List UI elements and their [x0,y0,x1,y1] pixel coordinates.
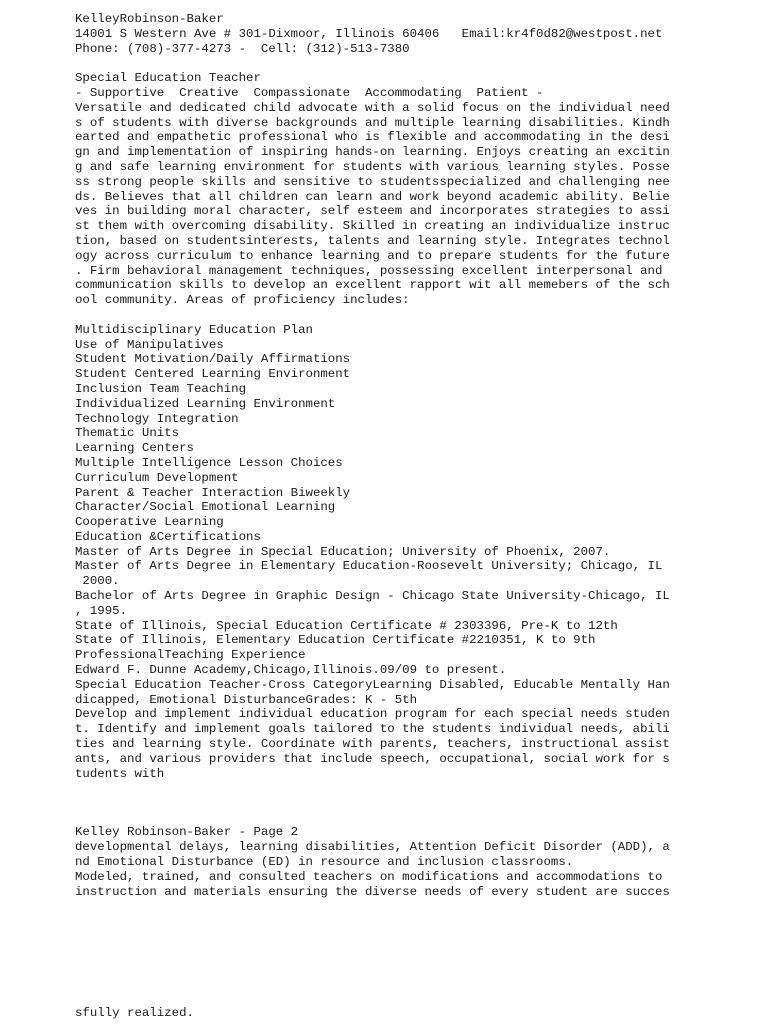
proficiency-item: Thematic Units [75,426,180,441]
page-two-line: nd Emotional Disturbance (ED) in resource and inclusion classrooms. [75,855,574,870]
experience-line: Edward F. Dunne Academy,Chicago,Illinois.09/09 to present. [75,663,507,678]
proficiency-item: Student Motivation/Daily Affirmations [75,352,351,367]
spacer [75,308,755,323]
page-two-line: instruction and materials ensuring the diverse needs of every student are succes [75,884,670,899]
proficiency-item: Technology Integration [75,411,239,426]
education-list [75,545,755,649]
education-section [75,530,755,648]
proficiency-item: Inclusion Team Teaching [75,381,247,396]
proficiency-item: Cooperative Learning [75,515,224,530]
page-two-header: Kelley Robinson-Baker - Page 2 [75,825,299,840]
education-item: Master of Arts Degree in Special Education; University of Phoenix, 2007. [75,544,611,559]
experience-line: ants, and various providers that include speech, occupational, social work for s [75,751,670,766]
summary-line: ves in building moral character, self esteem and incorporates strategies to assi [75,204,670,219]
proficiency-item: Character/Social Emotional Learning [75,500,336,515]
summary-line: ds. Believes that all children can learn and work beyond academic ability. Belie [75,189,670,204]
experience-line: t. Identify and implement goals tailored to the students individual needs, abili [75,722,670,737]
experience-line: Develop and implement individual education program for each special needs studen [75,707,670,722]
education-item: Master of Arts Degree in Elementary Education-Roosevelt University; Chicago, IL [75,559,663,574]
contact-header [75,12,755,56]
address-email-line: 14001 S Western Ave # 301-Dixmoor, Illinois 60406 Email:kr4f0d82@westpost.net [75,26,663,41]
proficiency-list [75,323,755,530]
phone-line: Phone: (708)-377-4273 - Cell: (312)-513-7380 [75,41,410,56]
job-title: Special Education Teacher [75,71,261,86]
proficiency-item: Multidisciplinary Education Plan [75,322,313,337]
page-break-spacer [75,781,755,825]
summary-paragraph [75,101,755,308]
proficiency-item: Individualized Learning Environment [75,396,336,411]
education-item: Bachelor of Arts Degree in Graphic Design - Chicago State University-Chicago, IL [75,589,670,604]
spacer [75,56,755,71]
resume-document [75,12,755,899]
proficiency-item: Learning Centers [75,441,194,456]
proficiency-item: Student Centered Learning Environment [75,367,351,382]
proficiency-item: Curriculum Development [75,470,239,485]
summary-line: ss strong people skills and sensitive to studentsspecialized and challenging nee [75,174,670,189]
summary-line: ool community. Areas of proficiency includes: [75,293,410,308]
summary-line: s of students with diverse backgrounds and multiple learning disabilities. Kindh [75,115,670,130]
experience-line: dicapped, Emotional DisturbanceGrades: K - 5th [75,692,418,707]
summary-line: tion, based on studentsinterests, talents and learning style. Integrates technol [75,233,670,248]
education-item: State of Illinois, Elementary Education Certificate #2210351, K to 9th [75,633,596,648]
experience-line: Special Education Teacher-Cross CategoryLearning Disabled, Educable Mentally Han [75,677,670,692]
page-two-final-line: sfully realized. [75,1006,194,1020]
candidate-name: KelleyRobinson-Baker [75,12,224,26]
summary-line: ogy across curriculum to enhance learning and to prepare students for the future [75,248,670,263]
proficiency-item: Multiple Intelligence Lesson Choices [75,455,343,470]
summary-line: . Firm behavioral management techniques, possessing excellent interpersonal and [75,263,663,278]
proficiency-item: Parent & Teacher Interaction Biweekly [75,485,351,500]
profile-section [75,71,755,308]
experience-section [75,648,755,781]
page-two-body [75,840,755,899]
summary-line: earted and empathetic professional who is flexible and accommodating in the desi [75,130,670,145]
summary-line: Versatile and dedicated child advocate with a solid focus on the individual need [75,100,670,115]
education-heading: Education &Certifications [75,529,261,544]
experience-line: tudents with [75,766,165,781]
experience-body [75,663,755,781]
education-item: , 1995. [75,603,128,618]
proficiency-item: Use of Manipulatives [75,337,224,352]
page-two-line: developmental delays, learning disabilities, Attention Deficit Disorder (ADD), a [75,840,670,855]
page-two-section [75,825,755,899]
summary-line: communication skills to develop an excellent rapport wit all memebers of the sch [75,278,670,293]
page-two-line: Modeled, trained, and consulted teachers on modifications and accommodations to [75,869,663,884]
summary-line: st them with overcoming disability. Skilled in creating an individualize instruc [75,219,670,234]
experience-heading: ProfessionalTeaching Experience [75,648,306,663]
traits-line: - Supportive Creative Compassionate Accommodating Patient - [75,85,544,100]
education-item: 2000. [75,574,120,589]
experience-line: ties and learning style. Coordinate with parents, teachers, instructional assist [75,737,670,752]
summary-line: g and safe learning environment for students with various learning styles. Posse [75,159,670,174]
summary-line: gn and implementation of inspiring hands-on learning. Enjoys creating an excitin [75,145,670,160]
education-item: State of Illinois, Special Education Certificate # 2303396, Pre-K to 12th [75,618,618,633]
